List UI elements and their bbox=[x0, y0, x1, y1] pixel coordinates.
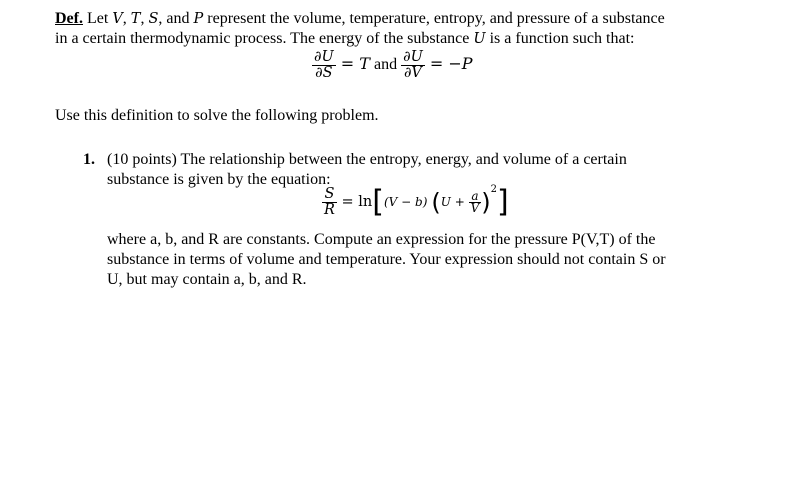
var-u: U bbox=[473, 31, 486, 47]
separator: , bbox=[122, 10, 131, 27]
numerator: a bbox=[469, 191, 482, 203]
fraction-du-ds bbox=[312, 50, 336, 81]
instruction-text: Use this definition to solve the following problem. bbox=[55, 107, 379, 124]
def-text-post: represent the volume, temperature, entropy, and pressure of a substance bbox=[203, 10, 665, 27]
paren-open: ( bbox=[431, 188, 441, 217]
numerator: ∂U bbox=[403, 49, 423, 65]
denominator: ∂V bbox=[403, 65, 422, 81]
def-text-line2-post: is a function such that: bbox=[485, 30, 635, 47]
and-word: and bbox=[369, 56, 402, 74]
def-label: Def. bbox=[55, 10, 83, 27]
problem-line-4: substance in terms of volume and temperature. Your expression should not contain S or bbox=[107, 251, 666, 268]
problem-number: 1. bbox=[83, 151, 95, 168]
rhs-minus-p: = −P bbox=[424, 54, 473, 74]
definition-line-1 bbox=[55, 9, 665, 29]
var-v: V bbox=[112, 11, 123, 27]
separator: , and bbox=[158, 10, 194, 27]
problem-line-2: substance is given by the equation: bbox=[107, 171, 331, 188]
problem-line-5: U, but may contain a, b, and R. bbox=[107, 271, 307, 288]
rhs-t: = T bbox=[335, 54, 370, 74]
fraction-du-dv bbox=[401, 50, 425, 81]
problem-line-3: where a, b, and R are constants. Compute an expression for the pressure P(V,T) of the bbox=[107, 231, 656, 248]
bracket-open: [ bbox=[372, 184, 384, 220]
equation-partial-derivatives bbox=[312, 50, 473, 81]
denominator: R bbox=[324, 202, 335, 218]
fraction-a-v bbox=[469, 191, 482, 214]
term-v-minus-b: (V − b) bbox=[383, 195, 428, 210]
equation-entropy bbox=[322, 183, 509, 220]
numerator: ∂U bbox=[314, 49, 334, 65]
var-p: P bbox=[193, 11, 204, 27]
bracket-close: ] bbox=[496, 184, 509, 220]
equals-ln: = ln bbox=[336, 194, 373, 211]
denominator: ∂S bbox=[315, 65, 333, 81]
def-text-line2-pre: in a certain thermodynamic process. The energy of the substance bbox=[55, 30, 474, 47]
problem-line-1: (10 points) The relationship between the entropy, energy, and volume of a certain bbox=[107, 151, 627, 168]
definition-line-2 bbox=[55, 29, 634, 49]
exponent-2: 2 bbox=[490, 183, 497, 195]
fraction-s-r bbox=[322, 187, 337, 218]
var-t: T bbox=[130, 11, 141, 27]
numerator: S bbox=[322, 187, 337, 203]
separator: , bbox=[140, 10, 149, 27]
denominator: V bbox=[470, 201, 480, 215]
var-s: S bbox=[148, 11, 159, 27]
paren-close: ) bbox=[481, 188, 491, 217]
term-u-plus: U + bbox=[440, 195, 469, 210]
def-text-pre: Let bbox=[82, 10, 113, 27]
